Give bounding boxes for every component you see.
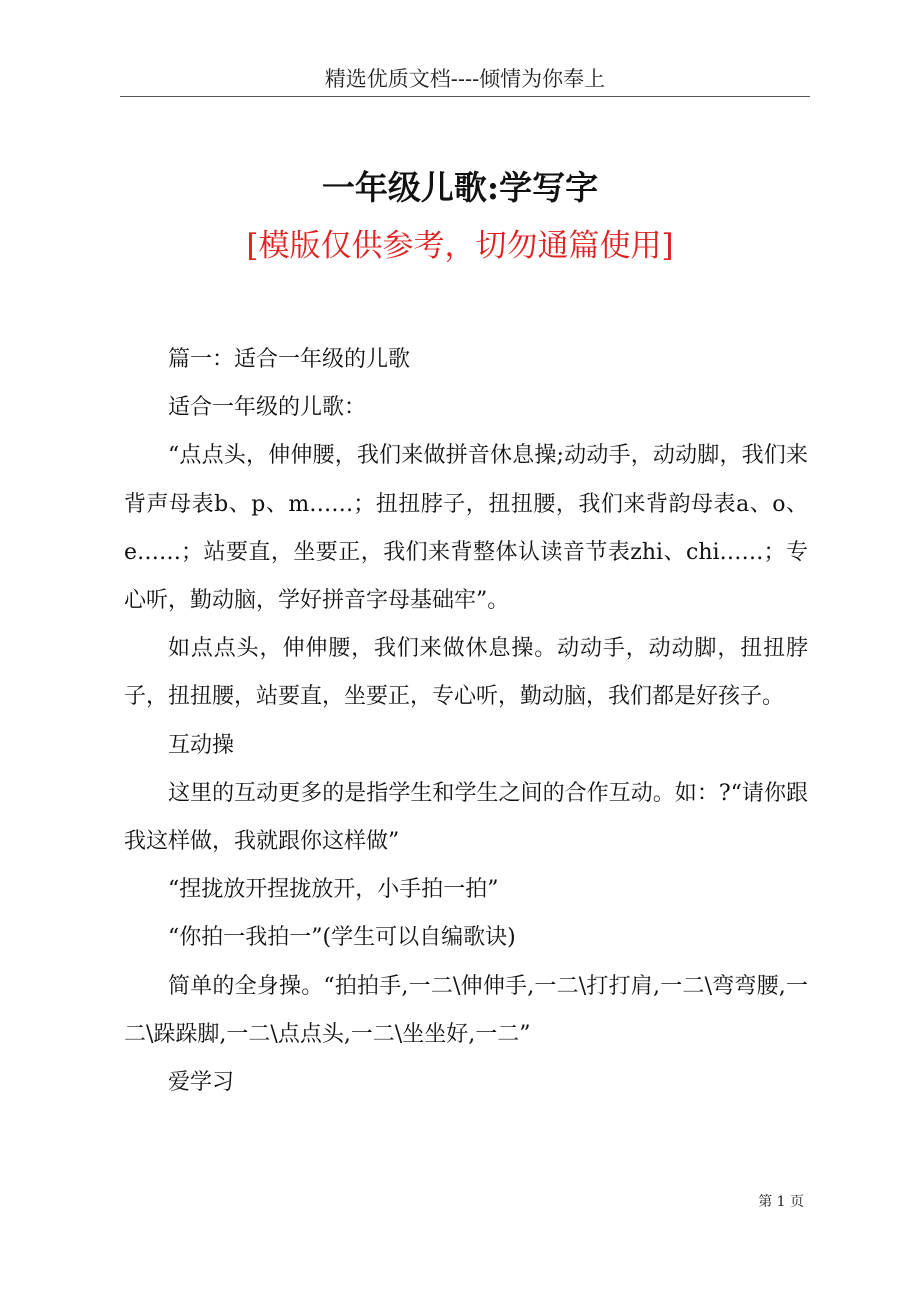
paragraph: “捏拢放开捏拢放开，小手拍一拍”	[168, 877, 499, 903]
paragraph: 简单的全身操。“拍拍手,一二\伸伸手,一二\打打肩,一二\弯弯腰,一二\跺跺脚,一二\点点头,一二\坐坐好,一二”	[124, 973, 808, 1047]
document-body	[124, 336, 808, 1107]
paragraph: 适合一年级的儿歌：	[168, 395, 367, 421]
document-subtitle: [模版仅供参考，切勿通篇使用]	[246, 228, 674, 264]
paragraph: “点点头，伸伸腰，我们来做拼音休息操;动动手，动动脚，我们来背声母表b、p、m……；扭扭脖子，扭扭腰，我们来背韵母表a、o、e……；站要直，坐要正，我们来背整体认读音节表zhi、chi……；专心听，勤动脑，学好拼音字母基础牢”。	[124, 443, 808, 614]
paragraph-heading: 爱学习	[168, 1070, 235, 1096]
page-header: 精选优质文档----倾情为你奉上	[324, 67, 606, 91]
document-title: 一年级儿歌:学写字	[321, 168, 599, 207]
paragraph: 这里的互动更多的是指学生和学生之间的合作互动。如：?“请你跟我这样做，我就跟你这样做”	[124, 780, 808, 855]
page-number: 第 1 页	[758, 1194, 804, 1210]
header-divider	[120, 96, 810, 97]
paragraph: 如点点头，伸伸腰，我们来做休息操。动动手，动动脚，扭扭脖子，扭扭腰，站要直，坐要正，专心听，勤动脑，我们都是好孩子。	[124, 636, 808, 710]
section-heading: 篇一：适合一年级的儿歌	[168, 347, 411, 372]
paragraph: “你拍一我拍一”(学生可以自编歌诀)	[168, 925, 516, 951]
paragraph-heading: 互动操	[168, 732, 235, 758]
